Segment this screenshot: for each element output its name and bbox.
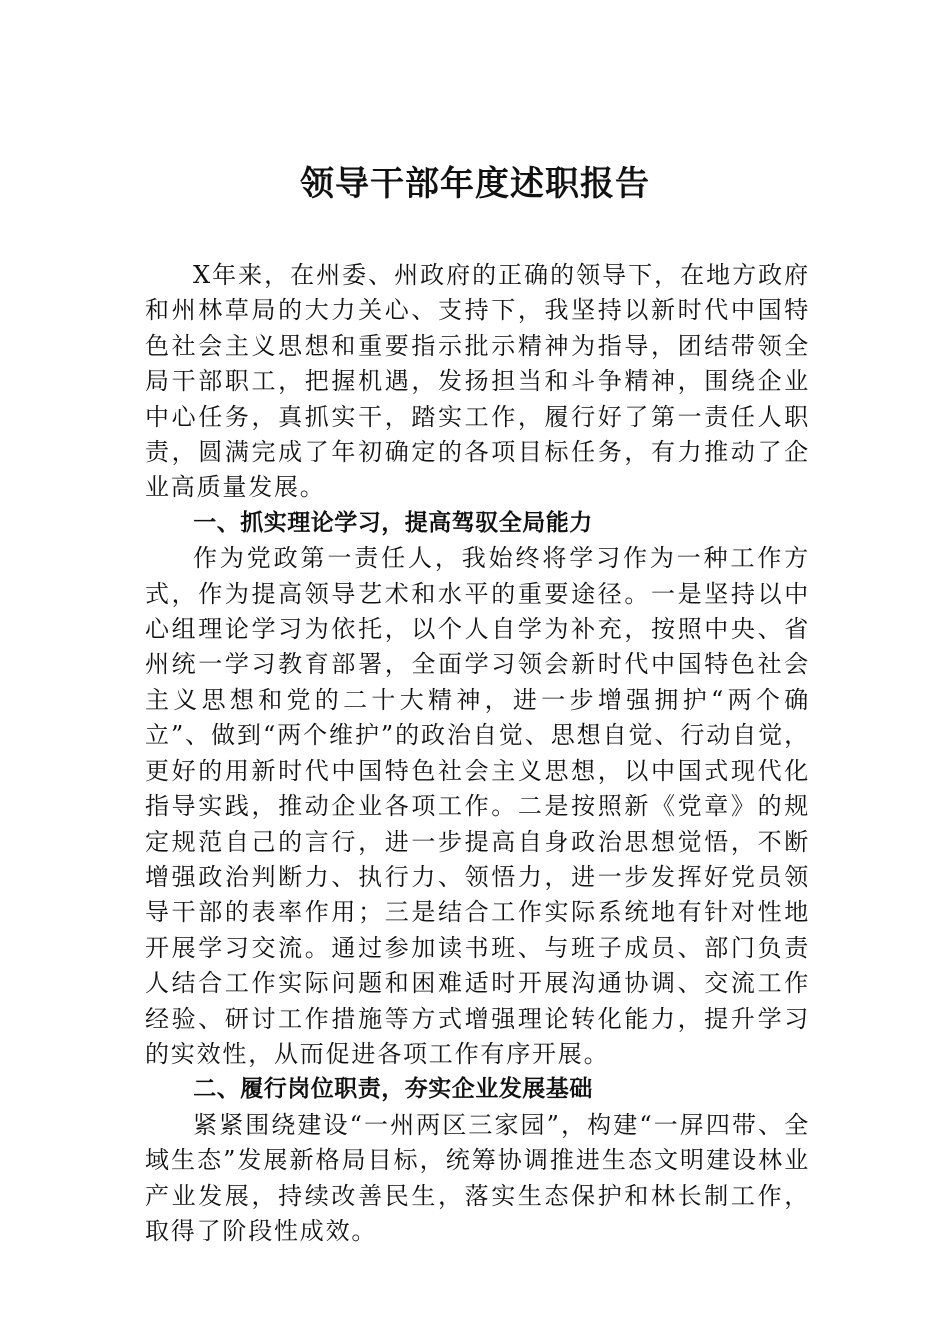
intro-paragraph: X年来，在州委、州政府的正确的领导下，在地方政府和州林草局的大力关心、支持下，我坚持以新时代中国特色社会主义思想和重要指示批示精神为指导，团结带领全局干部职工，把握机遇，发扬担当和斗争精神，围绕企业中心任务，真抓实干，踏实工作，履行好了第一责任人职责，圆满完成了年初确定的各项目标任务，有力推动了企业高质量发展。 bbox=[145, 261, 810, 502]
section-2-paragraph: 紧紧围绕建设“一州两区三家园”，构建“一屏四带、全域生态”发展新格局目标，统筹协调推进生态文明建设林业产业发展，持续改善民生，落实生态保护和林长制工作，取得了阶段性成效。 bbox=[145, 1110, 810, 1245]
document-title: 领导干部年度述职报告 bbox=[300, 164, 650, 204]
document-body bbox=[145, 258, 810, 1249]
section-heading-1: 一、抓实理论学习，提高驾驭全局能力 bbox=[193, 509, 593, 536]
section-1-paragraph: 作为党政第一责任人，我始终将学习作为一种工作方式，作为提高领导艺术和水平的重要途径。一是坚持以中心组理论学习为依托，以个人自学为补充，按照中央、省州统一学习教育部署，全面学习领会新时代中国特色社会主义思想和党的二十大精神，进一步增强拥护“两个确立”、做到“两个维护”的政治自觉、思想自觉、行动自觉，更好的用新时代中国特色社会主义思想，以中国式现代化指导实践，推动企业各项工作。二是按照新《党章》的规定规范自己的言行，进一步提高自身政治思想觉悟，不断增强政治判断力、执行力、领悟力，进一步发挥好党员领导干部的表率作用；三是结合工作实际系统地有针对性地开展学习交流。通过参加读书班、与班子成员、部门负责人结合工作实际问题和困难适时开展沟通协调、交流工作经验、研讨工作措施等方式增强理论转化能力，提升学习的实效性，从而促进各项工作有序开展。 bbox=[145, 544, 810, 1068]
section-heading-2: 二、履行岗位职责，夯实企业发展基础 bbox=[193, 1076, 593, 1103]
